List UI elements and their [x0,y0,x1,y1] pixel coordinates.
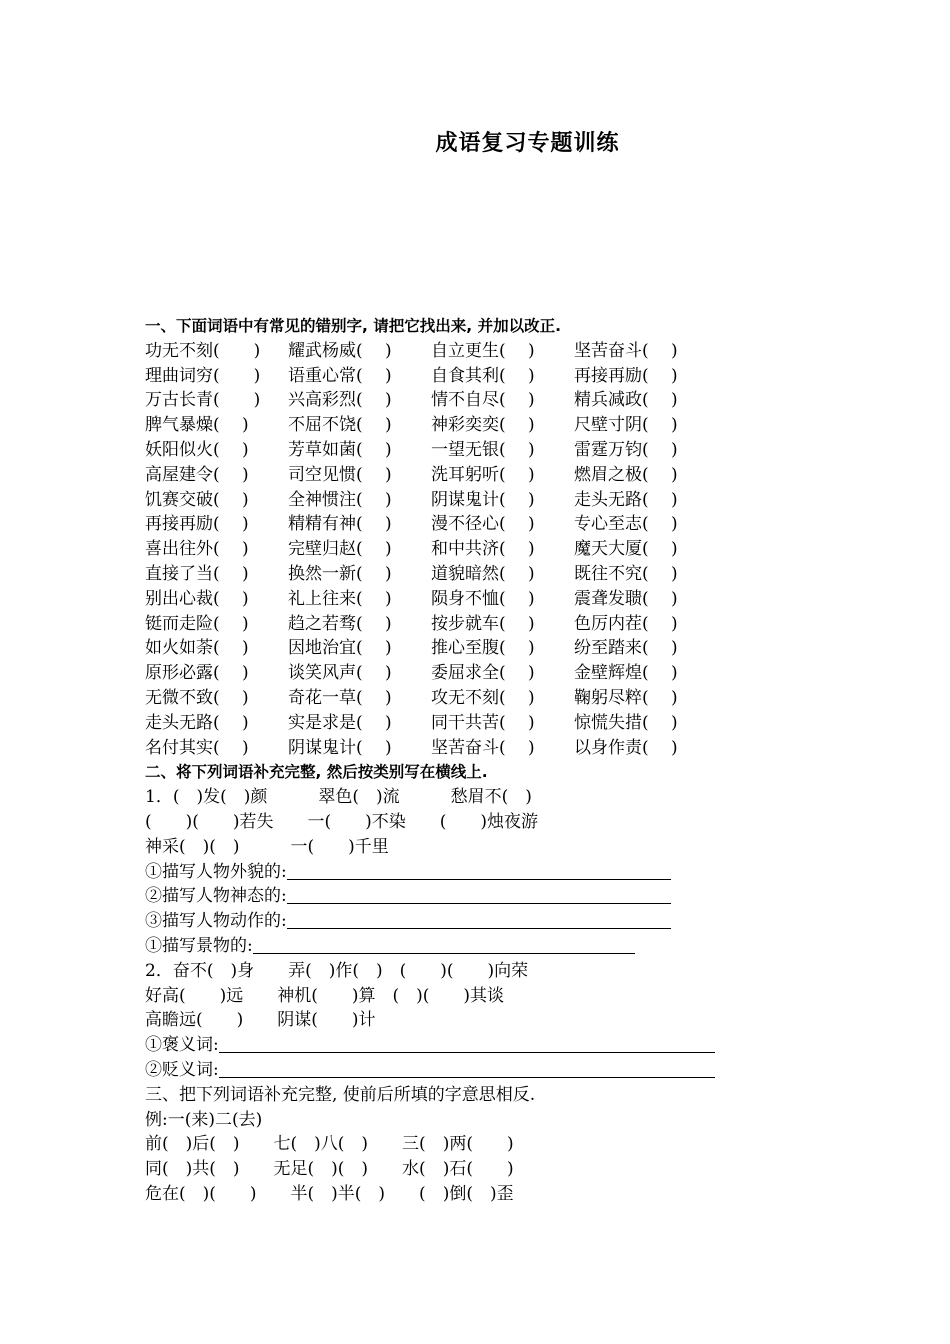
idiom-cell: 纷至踏来( ) [574,638,678,659]
idiom-cell: 礼上往来( ) [288,588,392,609]
idiom-cell: 耀武杨威( ) [288,340,392,361]
fill-in-row [145,1033,745,1058]
fill-in-row [145,909,745,934]
idiom-cell: 走头无路( ) [145,712,249,733]
idiom-row [145,736,745,761]
idiom-row [145,512,745,537]
idiom-cell: 既往不究( ) [574,563,678,584]
idiom-cell: 走头无路( ) [574,489,678,510]
idiom-row [145,537,745,562]
idiom-cell: 完壁归赵( ) [288,539,392,560]
idiom-cell: 语重心常( ) [288,365,392,386]
idiom-row [145,587,745,612]
idiom-cell: 推心至腹( ) [431,638,535,659]
word-line: 2．奋不( )身 弄( )作( ) ( )( )向荣 [145,960,529,981]
idiom-cell: 芳草如菌( ) [288,439,392,460]
idiom-cell: 原形必露( ) [145,663,249,684]
fill-in-label: ③描写人物动作的: [145,911,287,932]
idiom-cell: 尺壁寸阴( ) [574,415,678,436]
answer-blank-line [253,936,635,954]
idiom-cell: 因地治宜( ) [288,638,392,659]
idiom-cell: 铤而走险( ) [145,613,249,634]
idiom-cell: 道貌暗然( ) [431,563,535,584]
fill-in-row [145,1058,745,1083]
idiom-cell: 鞠躬尽粹( ) [574,687,678,708]
idiom-cell: 同干共苦( ) [431,712,535,733]
idiom-cell: 精兵减政( ) [574,390,678,411]
fill-in-row [145,884,745,909]
idiom-cell: 精精有神( ) [288,514,392,535]
section1-idiom-grid [145,339,745,761]
idiom-cell: 兴高彩烈( ) [288,390,392,411]
fill-in-row [145,860,745,885]
idiom-cell: 再接再励( ) [145,514,249,535]
idiom-cell: 实是求是( ) [288,712,392,733]
idiom-cell: 谈笑风声( ) [288,663,392,684]
fill-in-label: ①描写景物的: [145,935,253,956]
idiom-cell: 震聋发聩( ) [574,588,678,609]
idiom-cell: 以身作责( ) [574,737,678,758]
idiom-cell: 魔天大厦( ) [574,539,678,560]
idiom-cell: 不屈不饶( ) [288,415,392,436]
section2-words-part2 [145,959,745,1033]
idiom-cell: 燃眉之极( ) [574,464,678,485]
idiom-cell: 陨身不恤( ) [431,588,535,609]
word-line: 同( )共( ) 无足( )( ) 水( )石( ) [145,1159,514,1180]
idiom-cell: 和中共济( ) [431,539,535,560]
fill-in-label: ②描写人物神态的: [145,886,287,907]
idiom-cell: 高屋建令( ) [145,464,249,485]
fill-in-label: ①褒义词: [145,1035,219,1056]
word-line: 高瞻远( ) 阴谋( )计 [145,1010,376,1031]
idiom-cell: 直接了当( ) [145,563,249,584]
word-line: ( )( )若失 一( )不染 ( )烛夜游 [145,811,539,832]
idiom-cell: 名付其实( ) [145,737,249,758]
section2-fill-lines [145,860,745,959]
idiom-cell: 趋之若骛( ) [288,613,392,634]
section2-heading: 二、将下列词语补充完整, 然后按类别写在横线上. [145,763,488,782]
word-line: 前( )后( ) 七( )八( ) 三( )两( ) [145,1134,514,1155]
idiom-cell: 一望无银( ) [431,439,535,460]
idiom-cell: 再接再励( ) [574,365,678,386]
idiom-cell: 司空见惯( ) [288,464,392,485]
fill-in-label: ②贬义词: [145,1059,219,1080]
section1-heading: 一、下面词语中有常见的错别字, 请把它找出来, 并加以改正. [145,317,561,335]
idiom-cell: 理曲词穷( ) [145,365,261,386]
idiom-cell: 坚苦奋斗( ) [431,737,535,758]
word-line: 危在( )( ) 半( )半( ) ( )倒( )歪 [145,1183,514,1204]
idiom-cell: 色厉内茬( ) [574,613,678,634]
word-line: 神采( )( ) 一( )千里 [145,836,389,857]
answer-blank-line [219,1060,715,1078]
section2-words [145,785,745,859]
idiom-row [145,612,745,637]
section3-heading: 三、把下列词语补充完整, 使前后所填的字意思相反. [145,1084,536,1105]
idiom-row [145,438,745,463]
fill-in-row [145,934,745,959]
word-line: 好高( )远 神机( )算 ( )( )其谈 [145,985,505,1006]
idiom-cell: 情不自尽( ) [431,390,535,411]
word-line: 例:一(来)二(去) [145,1109,263,1130]
idiom-cell: 自立更生( ) [431,340,535,361]
idiom-row [145,388,745,413]
idiom-cell: 按步就车( ) [431,613,535,634]
idiom-cell: 攻无不刻( ) [431,687,535,708]
idiom-row [145,562,745,587]
answer-blank-line [287,911,671,929]
idiom-cell: 奇花一草( ) [288,687,392,708]
idiom-cell: 换然一新( ) [288,563,392,584]
idiom-cell: 神彩奕奕( ) [431,415,535,436]
idiom-row [145,636,745,661]
answer-blank-line [219,1035,715,1053]
idiom-row [145,463,745,488]
idiom-row [145,364,745,389]
answer-blank-line [287,862,671,880]
page-title: 成语复习专题训练 [435,131,620,156]
idiom-cell: 雷霆万钧( ) [574,439,678,460]
answer-blank-line [287,886,671,904]
idiom-cell: 喜出往外( ) [145,539,249,560]
idiom-cell: 坚苦奋斗( ) [574,340,678,361]
idiom-row [145,661,745,686]
section2-fill-lines-part2 [145,1033,745,1083]
idiom-cell: 阴谋鬼计( ) [288,737,392,758]
idiom-row [145,413,745,438]
idiom-cell: 无微不致( ) [145,687,249,708]
idiom-cell: 专心至志( ) [574,514,678,535]
idiom-cell: 功无不刻( ) [145,340,261,361]
idiom-cell: 漫不径心( ) [431,514,535,535]
idiom-cell: 万古长青( ) [145,390,261,411]
idiom-row [145,711,745,736]
word-line: 1．( )发( )颜 翠色( )流 愁眉不( ) [145,787,532,808]
idiom-cell: 饥赛交破( ) [145,489,249,510]
idiom-cell: 全神惯注( ) [288,489,392,510]
idiom-cell: 金壁辉煌( ) [574,663,678,684]
idiom-cell: 脾气暴燥( ) [145,415,249,436]
idiom-cell: 洗耳躬听( ) [431,464,535,485]
idiom-cell: 妖阳似火( ) [145,439,249,460]
idiom-cell: 阴谋鬼计( ) [431,489,535,510]
idiom-cell: 自食其利( ) [431,365,535,386]
idiom-row [145,686,745,711]
worksheet-content [145,314,745,1207]
idiom-cell: 惊慌失措( ) [574,712,678,733]
idiom-cell: 别出心裁( ) [145,588,249,609]
idiom-row [145,339,745,364]
idiom-cell: 委屈求全( ) [431,663,535,684]
fill-in-label: ①描写人物外貌的: [145,861,287,882]
idiom-row [145,488,745,513]
section3-words [145,1108,745,1207]
idiom-cell: 如火如荼( ) [145,638,249,659]
